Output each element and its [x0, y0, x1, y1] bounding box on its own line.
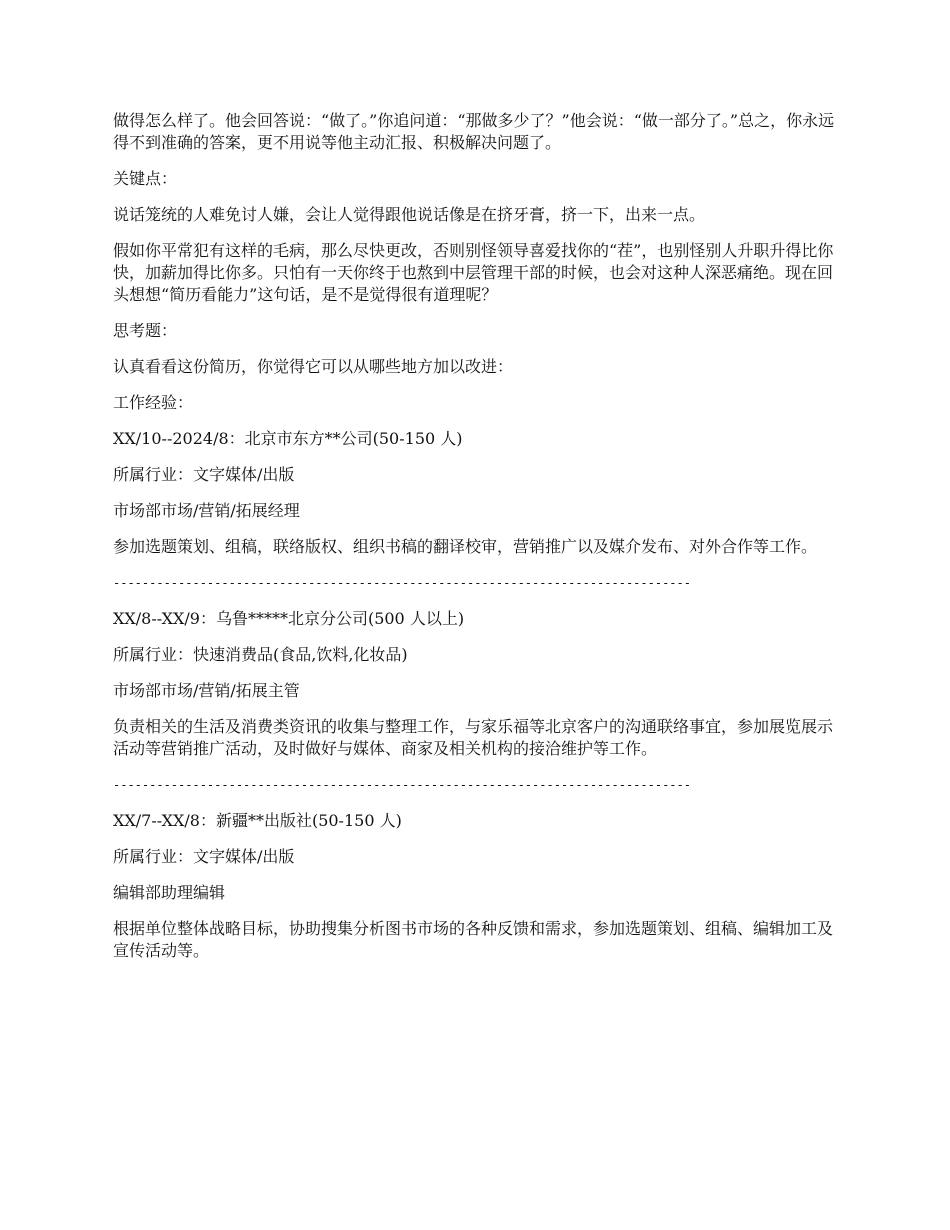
document-page [113, 110, 843, 976]
job-position: 编辑部助理编辑 [113, 883, 226, 902]
job-industry: 所属行业：文字媒体/出版 [113, 847, 295, 866]
job-position: 市场部市场/营销/拓展经理 [113, 501, 300, 520]
job-description: 负责相关的生活及消费类资讯的收集与整理工作，与家乐福等北京客户的沟通联络事宜，参加展览展示活动等营销推广活动，及时做好与媒体、商家及相关机构的接洽维护等工作。 [113, 717, 834, 758]
job-period: XX/10--2024/8：北京市东方**公司(50-150 人) [113, 429, 463, 448]
job-entry [113, 428, 843, 558]
job-entry [113, 608, 843, 760]
job-industry: 所属行业：快速消费品(食品,饮料,化妆品) [113, 645, 408, 664]
job-industry: 所属行业：文字媒体/出版 [113, 465, 295, 484]
job-period: XX/8--XX/9：乌鲁*****北京分公司(500 人以上) [113, 609, 465, 628]
body-paragraph: 做得怎么样了。他会回答说：“做了。”你追问道：“那做多少了？”他会说：“做一部分了。”总之，你永远得不到准确的答案，更不用说等他主动汇报、积极解决问题了。 [113, 111, 835, 152]
body-paragraph: 认真看看这份简历，你觉得它可以从哪些地方加以改进： [113, 357, 514, 376]
job-period: XX/7--XX/8：新疆**出版社(50-150 人) [113, 811, 402, 830]
job-position: 市场部市场/营销/拓展主管 [113, 681, 300, 700]
question-heading: 思考题： [113, 321, 178, 340]
body-paragraph: 假如你平常犯有这样的毛病，那么尽快更改，否则别怪领导喜爱找你的“茬”，也别怪别人升职升得比你快，加薪加得比你多。只怕有一天你终于也熬到中层管理干部的时候，也会对这种人深恶痛绝。现在回头想想“简历看能力”这句话，是不是觉得很有道理呢？ [113, 241, 834, 304]
job-description: 根据单位整体战略目标，协助搜集分析图书市场的各种反馈和需求，参加选题策划、组稿、编辑加工及宣传活动等。 [113, 919, 834, 960]
separator-line: -------------------------------------------------------------------------------- [113, 576, 691, 590]
separator-line: -------------------------------------------------------------------------------- [113, 778, 691, 792]
body-paragraph: 说话笼统的人难免讨人嫌，会让人觉得跟他说话像是在挤牙膏，挤一下，出来一点。 [113, 205, 706, 224]
job-description: 参加选题策划、组稿，联络版权、组织书稿的翻译校审，营销推广以及媒介发布、对外合作等工作。 [113, 537, 818, 556]
work-experience-heading: 工作经验： [113, 393, 194, 412]
job-entry [113, 810, 843, 962]
key-point-heading: 关键点： [113, 169, 178, 188]
